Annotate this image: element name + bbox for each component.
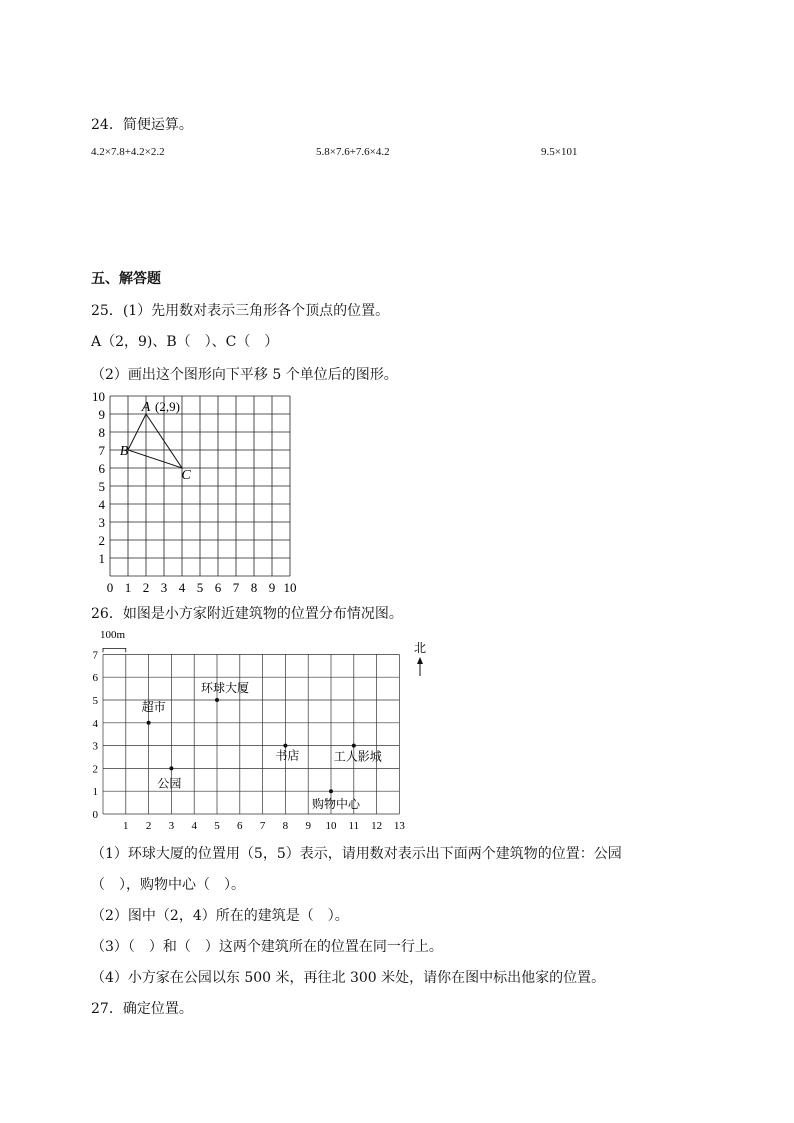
scale-label: 100m bbox=[100, 629, 126, 641]
q26-sub1-line1: （1）环球大厦的位置用（5，5）表示，请用数对表示出下面两个建筑物的位置：公园 bbox=[91, 846, 622, 862]
x-tick-label: 5 bbox=[196, 580, 204, 595]
building-point bbox=[215, 698, 219, 702]
y-tick-label: 8 bbox=[98, 425, 105, 440]
building-label: 公园 bbox=[157, 776, 182, 791]
q24-expression-1: 4.2×7.8+4.2×2.2 bbox=[91, 146, 165, 158]
x-tick-label: 6 bbox=[214, 580, 222, 595]
y-tick-label: 2 bbox=[98, 533, 105, 548]
x-tick-label: 9 bbox=[305, 820, 311, 832]
building-label: 超市 bbox=[141, 699, 166, 714]
q24-expression-2: 5.8×7.6+7.6×4.2 bbox=[316, 146, 390, 158]
y-tick-label: 0 bbox=[92, 809, 98, 821]
x-tick-label: 1 bbox=[123, 820, 129, 832]
y-tick-label: 4 bbox=[92, 717, 98, 730]
q25-part2: （2）画出这个图形向下平移 5 个单位后的图形。 bbox=[91, 367, 398, 383]
x-tick-label: 13 bbox=[393, 820, 405, 832]
vertex-label-B: B bbox=[119, 444, 129, 459]
building-label: 工人影城 bbox=[333, 749, 382, 764]
y-tick-label: 2 bbox=[92, 763, 98, 776]
q25-coordinate-grid bbox=[90, 388, 305, 596]
x-tick-label: 12 bbox=[371, 820, 383, 832]
building-point bbox=[352, 744, 356, 748]
x-tick-label: 0 bbox=[106, 580, 114, 595]
x-tick-label: 7 bbox=[232, 580, 240, 595]
x-tick-label: 5 bbox=[214, 820, 220, 832]
x-tick-label: 2 bbox=[145, 820, 152, 832]
x-tick-label: 1 bbox=[124, 580, 132, 595]
y-tick-label: 3 bbox=[98, 515, 105, 530]
y-tick-label: 6 bbox=[98, 461, 105, 476]
q25-answer-line: A（2，9)、B（ ）、C（ ） bbox=[91, 334, 279, 350]
q26-sub1-line2: （ ），购物中心（ ）。 bbox=[91, 877, 245, 893]
q24-title: 24．简便运算。 bbox=[91, 117, 193, 133]
north-label: 北 bbox=[413, 641, 427, 655]
section-heading: 五、解答题 bbox=[91, 271, 161, 287]
x-tick-label: 10 bbox=[325, 820, 337, 832]
x-tick-label: 3 bbox=[168, 820, 175, 832]
building-point bbox=[169, 766, 173, 770]
q26-sub4: （4）小方家在公园以东 500 米，再往北 300 米处，请你在图中标出他家的位置。 bbox=[91, 970, 606, 986]
y-tick-label: 6 bbox=[92, 672, 98, 685]
vertex-coordinate-A: (2,9) bbox=[155, 399, 180, 414]
y-tick-label: 4 bbox=[98, 497, 105, 512]
x-tick-label: 11 bbox=[348, 820, 360, 832]
q24-expression-3: 9.5×101 bbox=[541, 146, 578, 158]
y-tick-label: 10 bbox=[92, 389, 105, 404]
q26-sub2: （2）图中（2，4）所在的建筑是（ ）。 bbox=[91, 908, 349, 924]
x-tick-label: 6 bbox=[237, 820, 243, 832]
q25-part1: 25．(1）先用数对表示三角形各个顶点的位置。 bbox=[91, 303, 390, 319]
building-point bbox=[283, 744, 287, 748]
q26-title: 26．如图是小方家附近建筑物的位置分布情况图。 bbox=[91, 606, 403, 622]
vertex-label-A: A bbox=[141, 400, 151, 415]
building-label: 购物中心 bbox=[311, 797, 361, 812]
x-tick-label: 4 bbox=[178, 580, 186, 595]
y-tick-label: 1 bbox=[92, 786, 98, 799]
building-point bbox=[329, 789, 333, 793]
x-tick-label: 3 bbox=[160, 580, 168, 595]
north-arrow-head bbox=[417, 657, 423, 664]
q26-location-map bbox=[88, 624, 433, 836]
x-tick-label: 9 bbox=[268, 580, 276, 595]
q27-title: 27．确定位置。 bbox=[91, 1001, 193, 1017]
y-tick-label: 5 bbox=[92, 695, 98, 707]
x-tick-label: 4 bbox=[191, 820, 197, 832]
y-tick-label: 5 bbox=[98, 479, 105, 494]
x-tick-label: 10 bbox=[283, 580, 297, 595]
scale-bracket bbox=[103, 648, 126, 652]
building-label: 环球大厦 bbox=[200, 681, 250, 695]
x-tick-label: 2 bbox=[142, 580, 150, 595]
y-tick-label: 1 bbox=[98, 551, 105, 566]
vertex-label-C: C bbox=[181, 468, 191, 483]
y-tick-label: 7 bbox=[92, 649, 98, 662]
y-tick-label: 9 bbox=[98, 407, 105, 422]
q26-sub3: （3）（ ）和（ ）这两个建筑所在的位置在同一行上。 bbox=[91, 939, 443, 955]
triangle-abc bbox=[128, 414, 182, 468]
building-point bbox=[147, 721, 151, 725]
x-tick-label: 8 bbox=[250, 580, 258, 595]
y-tick-label: 7 bbox=[98, 443, 105, 458]
building-label: 书店 bbox=[275, 748, 300, 763]
x-tick-label: 7 bbox=[259, 820, 266, 832]
y-tick-label: 3 bbox=[92, 740, 98, 753]
x-tick-label: 8 bbox=[282, 820, 289, 832]
